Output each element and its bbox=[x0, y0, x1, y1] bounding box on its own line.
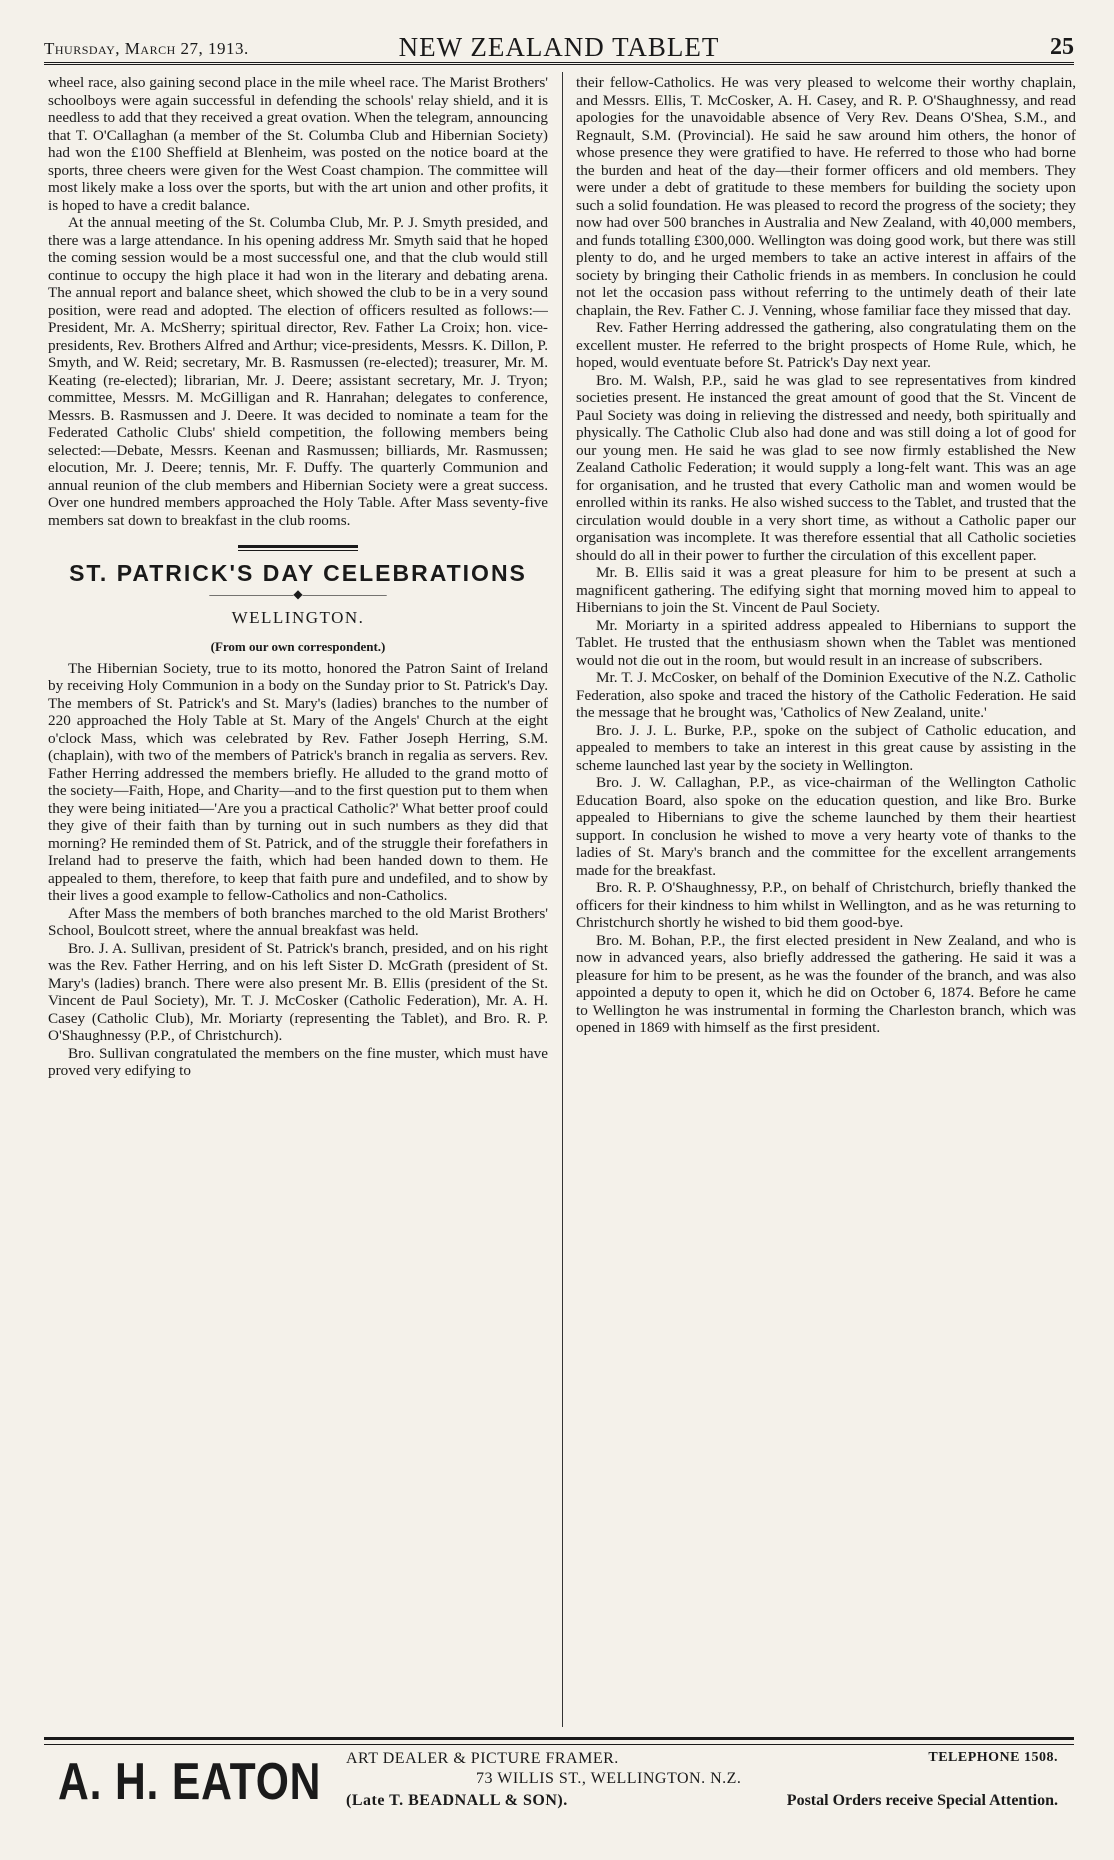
paragraph: Bro. R. P. O'Shaughnessy, P.P., on behalf of Christchurch, briefly thanked the officers for their kindness to him whilst in Wellington, and as he was returning to Christchurch shortly he wished to bid them good-bye. bbox=[576, 879, 1076, 931]
advertisement bbox=[44, 1748, 1074, 1838]
paragraph: wheel race, also gaining second place in the mile wheel race. The Marist Brothers' schoolboys were again successful in defending the schools' relay shield, and it is needless to add that they received a great ovation. When the telegram, announcing that T. O'Callaghan (a member of the St. Columba Club and Hibernian Society) had won the £100 Sheffield at Blenheim, was posted on the notice board at the sports, three cheers were given for the West Coast champion. The committee will most likely make a loss over the sports, but with the art union and other profits, it is hoped to have a credit balance. bbox=[48, 74, 548, 214]
page-header bbox=[44, 30, 1074, 65]
paragraph: Bro. J. J. L. Burke, P.P., spoke on the subject of Catholic education, and appealed to members to take an interest in this great cause by assisting in the scheme launched last year by the society in Wellington. bbox=[576, 721, 1076, 774]
section-separator bbox=[238, 545, 358, 551]
page-number: 25 bbox=[1050, 34, 1074, 60]
paragraph: their fellow-Catholics. He was very pleased to welcome their worthy chaplain, and Messrs. Ellis, T. McCosker, A. H. Casey, and R. P. O'Shaughnessy, and read apologies for the unavoidable absence of Very Rev. Deans O'Shea, S.M., and Regnault, S.M. (Provincial). He said he saw around him others, the honor of whose presence they were gratified to have. He referred to those who had borne the burden and heat of the day—their former officers and old members. They were under a debt of gratitude to these members for building the society upon such a solid foundation. He was pleased to record the progress of the society; they now had over 500 branches in Australia and New Zealand, with 40,000 members, and funds totalling £300,000. Wellington was doing good work, but there was still plenty to do, and he urged members to take an active interest in affairs of the society by bringing their Catholic friends in as members. In conclusion he could not let the occasion pass without referring to the untimely death of their late chaplain, the Rev. Father C. J. Venning, whose familiar face they missed that day. bbox=[576, 74, 1076, 319]
paragraph: Bro. Sullivan congratulated the members on the fine muster, which must have proved very edifying to bbox=[48, 1044, 548, 1079]
paragraph: Rev. Father Herring addressed the gathering, also congratulating them on the excellent muster. He referred to the bright prospects of Home Rule, which, he hoped, would eventuate before St. Patrick's Day next year. bbox=[576, 319, 1076, 371]
advert-telephone: TELEPHONE 1508. bbox=[928, 1750, 1058, 1765]
paragraph: At the annual meeting of the St. Columba Club, Mr. P. J. Smyth presided, and there was a large attendance. In his opening address Mr. Smyth said that he hoped the coming session would be a most successful one, and that the club would still continue to occupy the high place it had won in the literary and debating arena. The annual report and balance sheet, which showed the club to be in a very sound position, were read and adopted. The election of officers resulted as follows:—President, Mr. A. McSherry; spiritual director, Rev. Father La Croix; hon. vice-presidents, Rev. Brothers Alfred and Arthur; vice-presidents, Messrs. K. Dillon, P. Smyth, and W. Reid; secretary, Mr. B. Rasmussen (re-elected); treasurer, Mr. M. Keating (re-elected); librarian, Mr. J. Deere; assistant secretary, Mr. J. Tryon; committee, Messrs. M. McGilligan and R. Hanrahan; delegates to conference, Messrs. B. Rasmussen and J. Deere. It was decided to nominate a team for the Federated Catholic Clubs' shield competition, the following members being selected:—Debate, Messrs. Keenan and Rasmussen; billiards, Mr. Rasmussen; elocution, Mr. J. Deere; tennis, Mr. F. Duffy. The quarterly Communion and annual reunion of the club members and Hibernian Society were a great success. Over one hundred members approached the Holy Table. After Mass seventy-five members sat down to breakfast in the club rooms. bbox=[48, 214, 548, 529]
correspondent-note: (From our own correspondent.) bbox=[210, 639, 386, 654]
issue-date: Thursday, March 27, 1913. bbox=[44, 39, 249, 58]
right-column bbox=[576, 74, 1076, 1724]
paragraph: Bro. J. A. Sullivan, president of St. Patrick's branch, presided, and on his right was the Rev. Father Herring, and on his left Sister D. McGrath (president of St. Mary's (ladies) branch. There were also present Mr. B. Ellis (president of the St. Vincent de Paul Society), Mr. T. J. McCosker (Catholic Federation), Mr. A. H. Casey (Catholic Club), Mr. Moriarty (representing the Tablet), and Bro. R. P. O'Shaughnessy (P.P., of Christchurch). bbox=[48, 939, 548, 1044]
advert-line: (Late T. BEADNALL & SON). bbox=[346, 1792, 568, 1809]
advert-address: 73 WILLIS ST., WELLINGTON. N.Z. bbox=[476, 1770, 742, 1787]
paragraph: Mr. T. J. McCosker, on behalf of the Dominion Executive of the N.Z. Catholic Federation, also spoke and traced the history of the Catholic Federation. He said the message that he brought was, 'Catholics of New Zealand, unite.' bbox=[576, 669, 1076, 721]
advert-name: A. H. EATON bbox=[58, 1753, 322, 1811]
paragraph: Bro. J. W. Callaghan, P.P., as vice-chairman of the Wellington Catholic Education Board, also spoke on the education question, and like Bro. Burke appealed to Hibernians to give the scheme launched by them their heartiest support. In conclusion he wished to move a very hearty vote of thanks to the ladies of St. Mary's branch and the committee for the excellent arrangements made for the breakfast. bbox=[576, 774, 1076, 879]
left-column bbox=[48, 74, 548, 1724]
publication-title: NEW ZEALAND TABLET bbox=[398, 32, 720, 62]
article-headline: ST. PATRICK'S DAY CELEBRATIONS bbox=[69, 560, 527, 586]
advert-line: ART DEALER & PICTURE FRAMER. bbox=[346, 1750, 619, 1767]
advert-postal-note: Postal Orders receive Special Attention. bbox=[786, 1792, 1058, 1809]
column-divider bbox=[562, 72, 563, 1727]
paragraph: Mr. B. Ellis said it was a great pleasure for him to be present at such a magnificent gathering. The edifying sight that morning moved him to appeal to Hibernians to join the St. Vincent de Paul Society. bbox=[576, 564, 1076, 616]
paragraph: The Hibernian Society, true to its motto, honored the Patron Saint of Ireland by receiving Holy Communion in a body on the Sunday prior to St. Patrick's Day. The members of St. Patrick's and St. Mary's (ladies) branches to the number of 220 approached the Holy Table at St. Mary of the Angels' Church at the eight o'clock Mass, which was celebrated by Rev. Father Joseph Herring, S.M. (chaplain), with two of the members of Patrick's branch in regalia as servers. Rev. Father Herring addressed the members briefly. He alluded to the grand motto of the society—Faith, Hope, and Charity—and to the first question put to them when they were being initiated—'Are you a practical Catholic?' What better proof could they give of their faith than by turning out in such numbers as they did that morning? He reminded them of St. Patrick, and of the struggle their forefathers in Ireland had to preserve the faith, which had been handed down to them. He appealed to them, therefore, to keep that faith pure and undefiled, and to show by their lives a good example to fellow-Catholics and non-Catholics. bbox=[48, 659, 548, 904]
article-subheading: WELLINGTON. bbox=[231, 607, 365, 627]
paragraph: Bro. M. Bohan, P.P., the first elected president in New Zealand, and who is now in advanced years, also briefly addressed the gathering. He said it was a pleasure for him to be present, as he was the founder of the branch, and was also appointed a deputy to open it, which he did on October 6, 1874. Before he came to Wellington he was instrumental in forming the Charleston branch, which was opened in 1869 with himself as the first president. bbox=[576, 931, 1076, 1036]
paragraph: After Mass the members of both branches marched to the old Marist Brothers' School, Boulcott street, where the annual breakfast was held. bbox=[48, 904, 548, 939]
advert-rule bbox=[44, 1737, 1074, 1745]
paragraph: Mr. Moriarty in a spirited address appealed to Hibernians to support the Tablet. He trusted that the enthusiasm shown when the Tablet was mentioned would not die out in the room, but would result in an increase of subscribers. bbox=[576, 616, 1076, 669]
ornament-rule: ———————◆——————— bbox=[209, 586, 387, 601]
paragraph: Bro. M. Walsh, P.P., said he was glad to see representatives from kindred societies present. He instanced the great amount of good that the St. Vincent de Paul Society was doing in relieving the distressed and needy, both spiritually and physically. The Catholic Club also had done and was still doing a lot of good for our young men. He said he was glad to see now firmly established the New Zealand Catholic Federation; it would supply a long-felt want. This was an age for organisation, and he trusted that every Catholic man and women would be enrolled within its ranks. He also wished success to the Tablet, and trusted that the circulation would double in a very short time, as without a Catholic paper our organisation was incomplete. It was therefore essential that all Catholic societies should do all in their power to further the circulation of this excellent paper. bbox=[576, 371, 1076, 564]
